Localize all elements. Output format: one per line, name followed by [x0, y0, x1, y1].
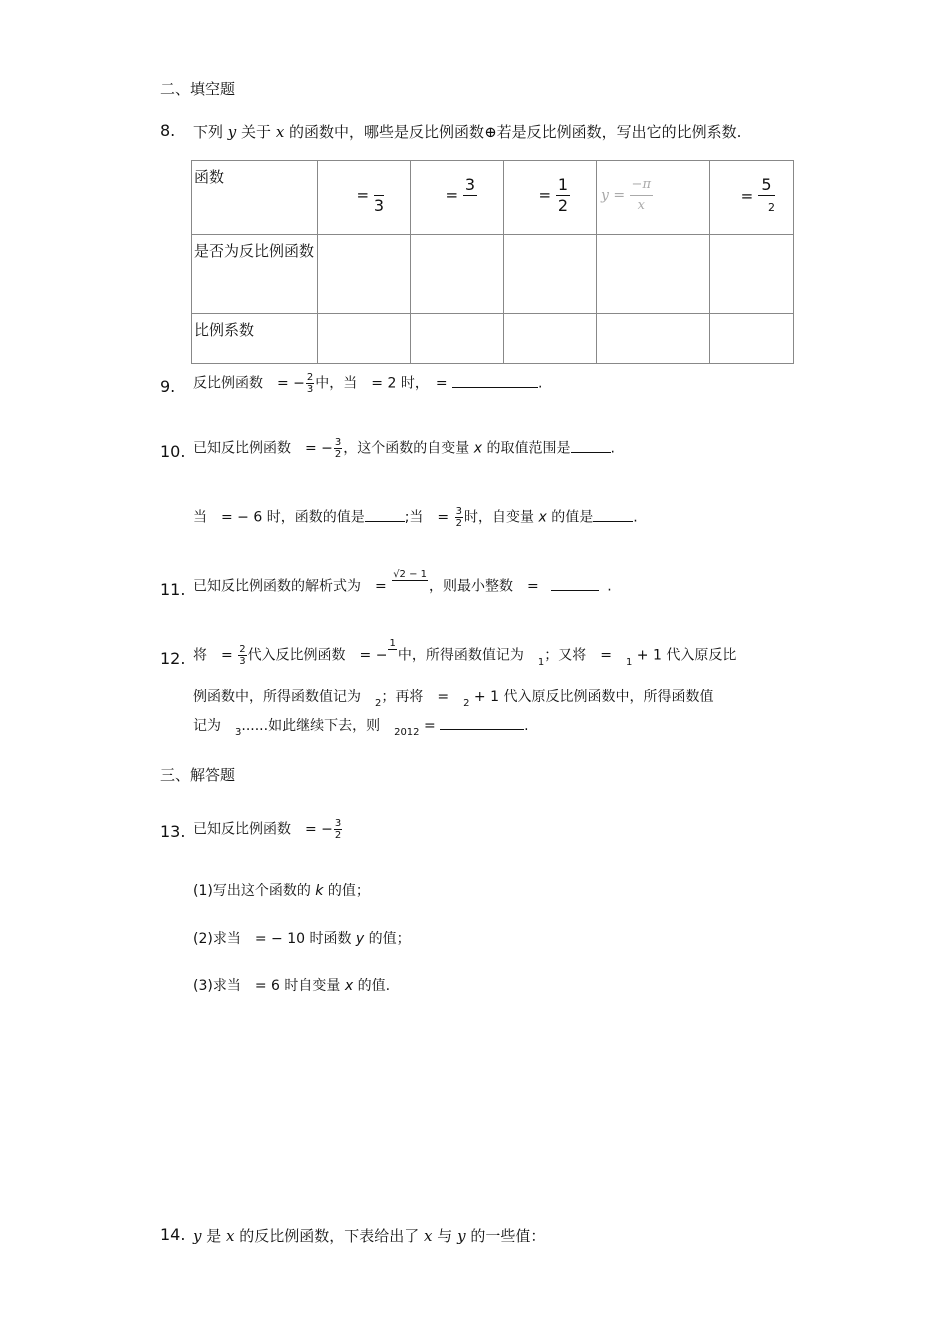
answer-cell[interactable]	[597, 235, 710, 314]
answer-cell[interactable]	[411, 235, 504, 314]
question-number-12: 12.	[160, 649, 186, 668]
question-number-11: 11.	[160, 580, 186, 599]
function-cell-3: = $\frac{1}{2}$	[504, 161, 597, 235]
question-10-text: 已知反比例函数 = − $\frac{3}{2}$ ，这个函数的自变量 x 的取值范围是 .	[193, 437, 615, 460]
circle-plus-icon: ⊕	[484, 123, 497, 141]
answer-blank[interactable]	[593, 507, 633, 522]
answer-blank[interactable]	[452, 373, 538, 388]
answer-cell[interactable]	[597, 314, 710, 364]
question-10-line-2: 当 = − 6 时，函数的值是 ;当 = $\frac{3}{2}$ 时，自变量 x 的值是 .	[193, 506, 638, 529]
question-number-8: 8.	[160, 121, 176, 140]
question-13-part-2: (2)求当 = − 10 时函数 y 的值；	[193, 931, 411, 947]
row-label-function: 函数	[192, 161, 318, 235]
question-13-part-1: (1)写出这个函数的 k 的值；	[193, 883, 370, 899]
answer-cell[interactable]	[710, 314, 794, 364]
question-11-text: 已知反比例函数的解析式为 = √2 − 1 ，则最小整数 = .	[193, 569, 612, 595]
answer-cell[interactable]	[318, 235, 411, 314]
answer-cell[interactable]	[318, 314, 411, 364]
section-title-answer: 三、解答题	[160, 766, 236, 784]
question-12-line-3: 记为 $_3$......如此继续下去，则 $_{2012}$ = .	[193, 715, 529, 735]
question-number-9: 9.	[160, 377, 176, 396]
answer-blank[interactable]	[551, 576, 599, 591]
function-cell-4: y = $\frac{-\pi}{x}$	[597, 161, 710, 235]
question-8-table	[191, 160, 794, 364]
question-12-line-1: 将 = $\frac{2}{3}$ 代入反比例函数 = − 1 中，所得函数值记为 $_1$；又将 = $_1$ + 1 代入原反比	[193, 638, 737, 668]
row-label-is-inverse: 是否为反比例函数	[192, 235, 318, 314]
answer-cell[interactable]	[504, 235, 597, 314]
row-label-coefficient: 比例系数	[192, 314, 318, 364]
answer-blank[interactable]	[571, 438, 611, 453]
answer-cell[interactable]	[504, 314, 597, 364]
question-number-13: 13.	[160, 822, 186, 841]
question-8-text: 下列 y 关于 x 的函数中，哪些是反比例函数⊕若是反比例函数，写出它的比例系数.	[193, 123, 742, 141]
question-14-text: y 是 x 的反比例函数，下表给出了 x 与 y 的一些值：	[193, 1227, 546, 1245]
question-13-text: 已知反比例函数 = − $\frac{3}{2}$	[193, 818, 342, 841]
function-cell-5: = 5 2	[710, 161, 794, 235]
answer-blank[interactable]	[365, 507, 405, 522]
answer-cell[interactable]	[411, 314, 504, 364]
question-12-line-2: 例函数中，所得函数值记为 $_2$；再将 = $_2$ + 1 代入原反比例函数中，所得函数值	[193, 689, 714, 709]
function-cell-1: = 3	[318, 161, 411, 235]
answer-cell[interactable]	[710, 235, 794, 314]
question-number-14: 14.	[160, 1225, 186, 1244]
question-9-text: 反比例函数 = − $\frac{2}{3}$ 中，当 = 2 时， = .	[193, 372, 543, 395]
section-title-fill: 二、填空题	[160, 80, 236, 98]
answer-blank[interactable]	[440, 715, 524, 730]
question-13-part-3: (3)求当 = 6 时自变量 x 的值.	[193, 978, 391, 994]
function-cell-2: = 3	[411, 161, 504, 235]
question-number-10: 10.	[160, 442, 186, 461]
